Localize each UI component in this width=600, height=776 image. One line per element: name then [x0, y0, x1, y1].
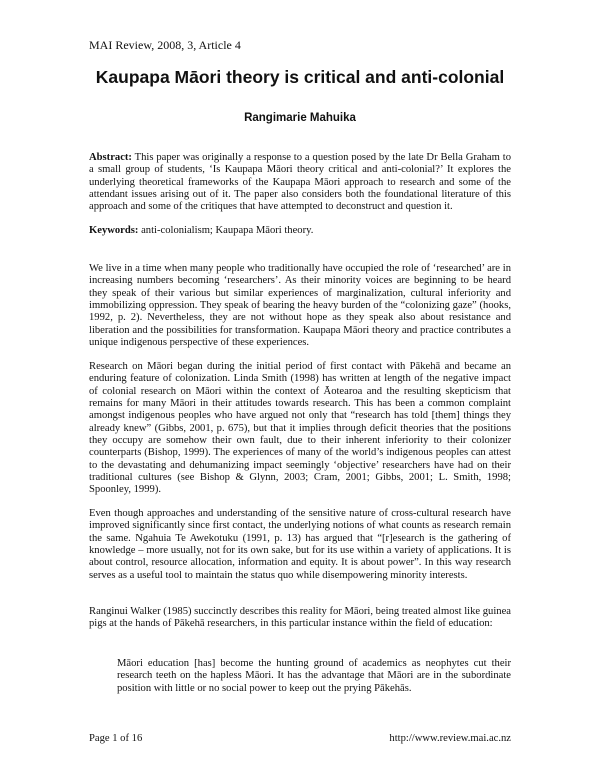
paragraph-3: Even though approaches and understanding of the sensitive nature of cross-cultural research have improved significantly since first contact, the underlying notions of what counts as research remain the same. Ngahuia Te Awekotuku (1991, p. 13) has argued that “[r]esearch is the gathering of knowledge – more usually, not for its own sake, but for its use within a variety of applications. It is about control, resource allocation, information and equity. It is about power”. In this way research serves as a useful tool to maintain the status quo while disempowering minority interests.	[89, 508, 511, 581]
paragraph-4: Ranginui Walker (1985) succinctly describes this reality for Māori, being treated almost like guinea pigs at the hands of Pākehā researchers, in this particular instance within the field of education:	[89, 606, 511, 630]
blockquote: Māori education [has] become the hunting ground of academics as neophytes cut their research teeth on the hapless Māori. It has the advantage that Māori are in the subordinate position with little or no social power to keep out the prying Pākehās.	[117, 658, 511, 694]
abstract-label: Abstract:	[89, 152, 132, 163]
abstract	[89, 152, 511, 214]
keywords	[89, 225, 511, 237]
page-number: Page 1 of 16	[89, 733, 143, 744]
author-name: Rangimarie Mahuika	[244, 112, 356, 124]
paragraph-2: Research on Māori began during the initial period of first contact with Pākehā and became an enduring feature of colonization. Linda Smith (1998) has written at length of the negative impact of colonial research on Māori within the context of Āotearoa and the resulting skepticism that remains for many Māori in their attitudes towards research. This has been a common complaint amongst indigenous peoples who have argued not only that “research has told [them] things they already knew” (Gibbs, 2001, p. 675), but that it implies through deficit theories that the positions they occupy are somehow their own fault, due to their inherent inferiority to their colonizer counterparts (Bishop, 1999). The experiences of many of the world’s indigenous peoples can attest to the devastating and dehumanizing impact seemingly ‘objective’ researchers have had on their traditional cultures (see Bishop & Glynn, 2003; Cram, 2001; Gibbs, 2001; L. Smith, 1998; Spoonley, 1999).	[89, 361, 511, 496]
abstract-text: This paper was originally a response to a question posed by the late Dr Bella Graham to a small group of students, ‘Is Kaupapa Māori theory critical and anti-colonial?’ It explores the underlying theoretical frameworks of the Kaupapa Māori approach to research and some of the attendant issues arising out of it. The paper also considers both the foundational literature of this approach and some of the critiques that have attempted to deconstruct and question it.	[89, 152, 511, 213]
keywords-label: Keywords:	[89, 225, 139, 236]
article-title: Kaupapa Māori theory is critical and anti-colonial	[95, 67, 505, 87]
footer-url: http://www.review.mai.ac.nz	[389, 733, 511, 744]
keywords-text: anti-colonialism; Kaupapa Māori theory.	[138, 225, 314, 236]
running-head: MAI Review, 2008, 3, Article 4	[89, 38, 241, 52]
paragraph-1: We live in a time when many people who traditionally have occupied the role of ‘researched’ are in increasing numbers becoming ‘researchers’. As their minority voices are beginning to be heard they speak of their various but similar experiences of marginalization, cultural inferiority and immobilizing oppression. They speak of bearing the heavy burden of the “colonizing gaze” (hooks, 1992, p. 2). Nevertheless, they are not without hope as they speak also about resistance and liberation and the possibilities for transformation. Kaupapa Māori theory and practice contributes a unique indigenous perspective of these experiences.	[89, 263, 511, 349]
